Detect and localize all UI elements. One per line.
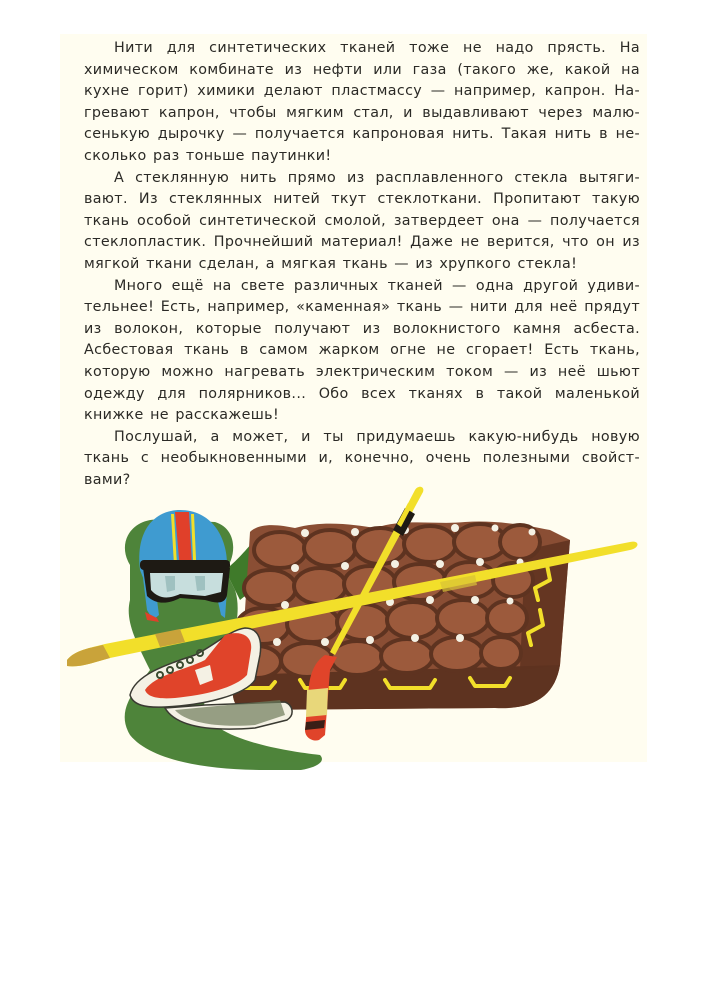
text-line: сколько раз тоньше паутинки! [84, 147, 332, 164]
text-line: мягкой ткани сделан, а мягкая ткань — из хрупкого стекла! [84, 255, 578, 272]
text-line: сенькую дырочку — получается капроновая нить. Такая нить в не- [84, 126, 640, 143]
text-line: Асбестовая ткань в самом жарком огне не сгорает! Есть ткань, [84, 342, 640, 359]
text-line: химическом комбинате из нефти или газа (такого же, какой на [84, 61, 640, 78]
text-line: из волокон, которые получают из волокнистого камня асбеста. [84, 320, 640, 337]
text-line: одежду для полярников... Обо всех тканях в такой маленькой [84, 385, 640, 402]
text-line: гревают капрон, чтобы мягким стал, и выдавливают через малю- [84, 104, 640, 121]
text-line: ткань особой синтетической смолой, затвердеет она — получается [84, 212, 640, 229]
paragraph-many-fabrics [84, 276, 640, 427]
text-line: Нити для синтетических тканей тоже не надо прясть. На [114, 40, 640, 56]
text-line: ткань с необыкновенными и, конечно, очень полезными свойст- [84, 450, 640, 467]
text-line: Много ещё на свете различных тканей — одна другой удиви- [114, 277, 640, 294]
text-line: книжке не расскажешь! [84, 407, 280, 424]
text-line: вают. Из стеклянных нитей ткут стеклоткани. Пропитают такую [84, 191, 640, 208]
paragraph-synthetic-threads [84, 38, 640, 168]
text-line: кухне горит) химики делают пластмассу — например, капрон. На- [84, 83, 640, 100]
text-line: стеклопластик. Прочнейший материал! Даже не верится, что он из [84, 234, 640, 251]
text-line: А стеклянную нить прямо из расплавленного стекла вытяги- [114, 169, 640, 186]
illustration-asbestos-mat [55, 470, 655, 770]
text-line: вами? [84, 471, 131, 488]
body-text [84, 38, 640, 491]
text-line: тельнее! Есть, например, «каменная» ткань — нити для неё прядут [84, 299, 640, 316]
paragraph-glass-thread [84, 168, 640, 276]
text-line: которую можно нагревать электрическим током — из неё шьют [84, 363, 640, 380]
text-line: Послушай, а может, и ты придумаешь какую-нибудь новую [114, 428, 640, 445]
